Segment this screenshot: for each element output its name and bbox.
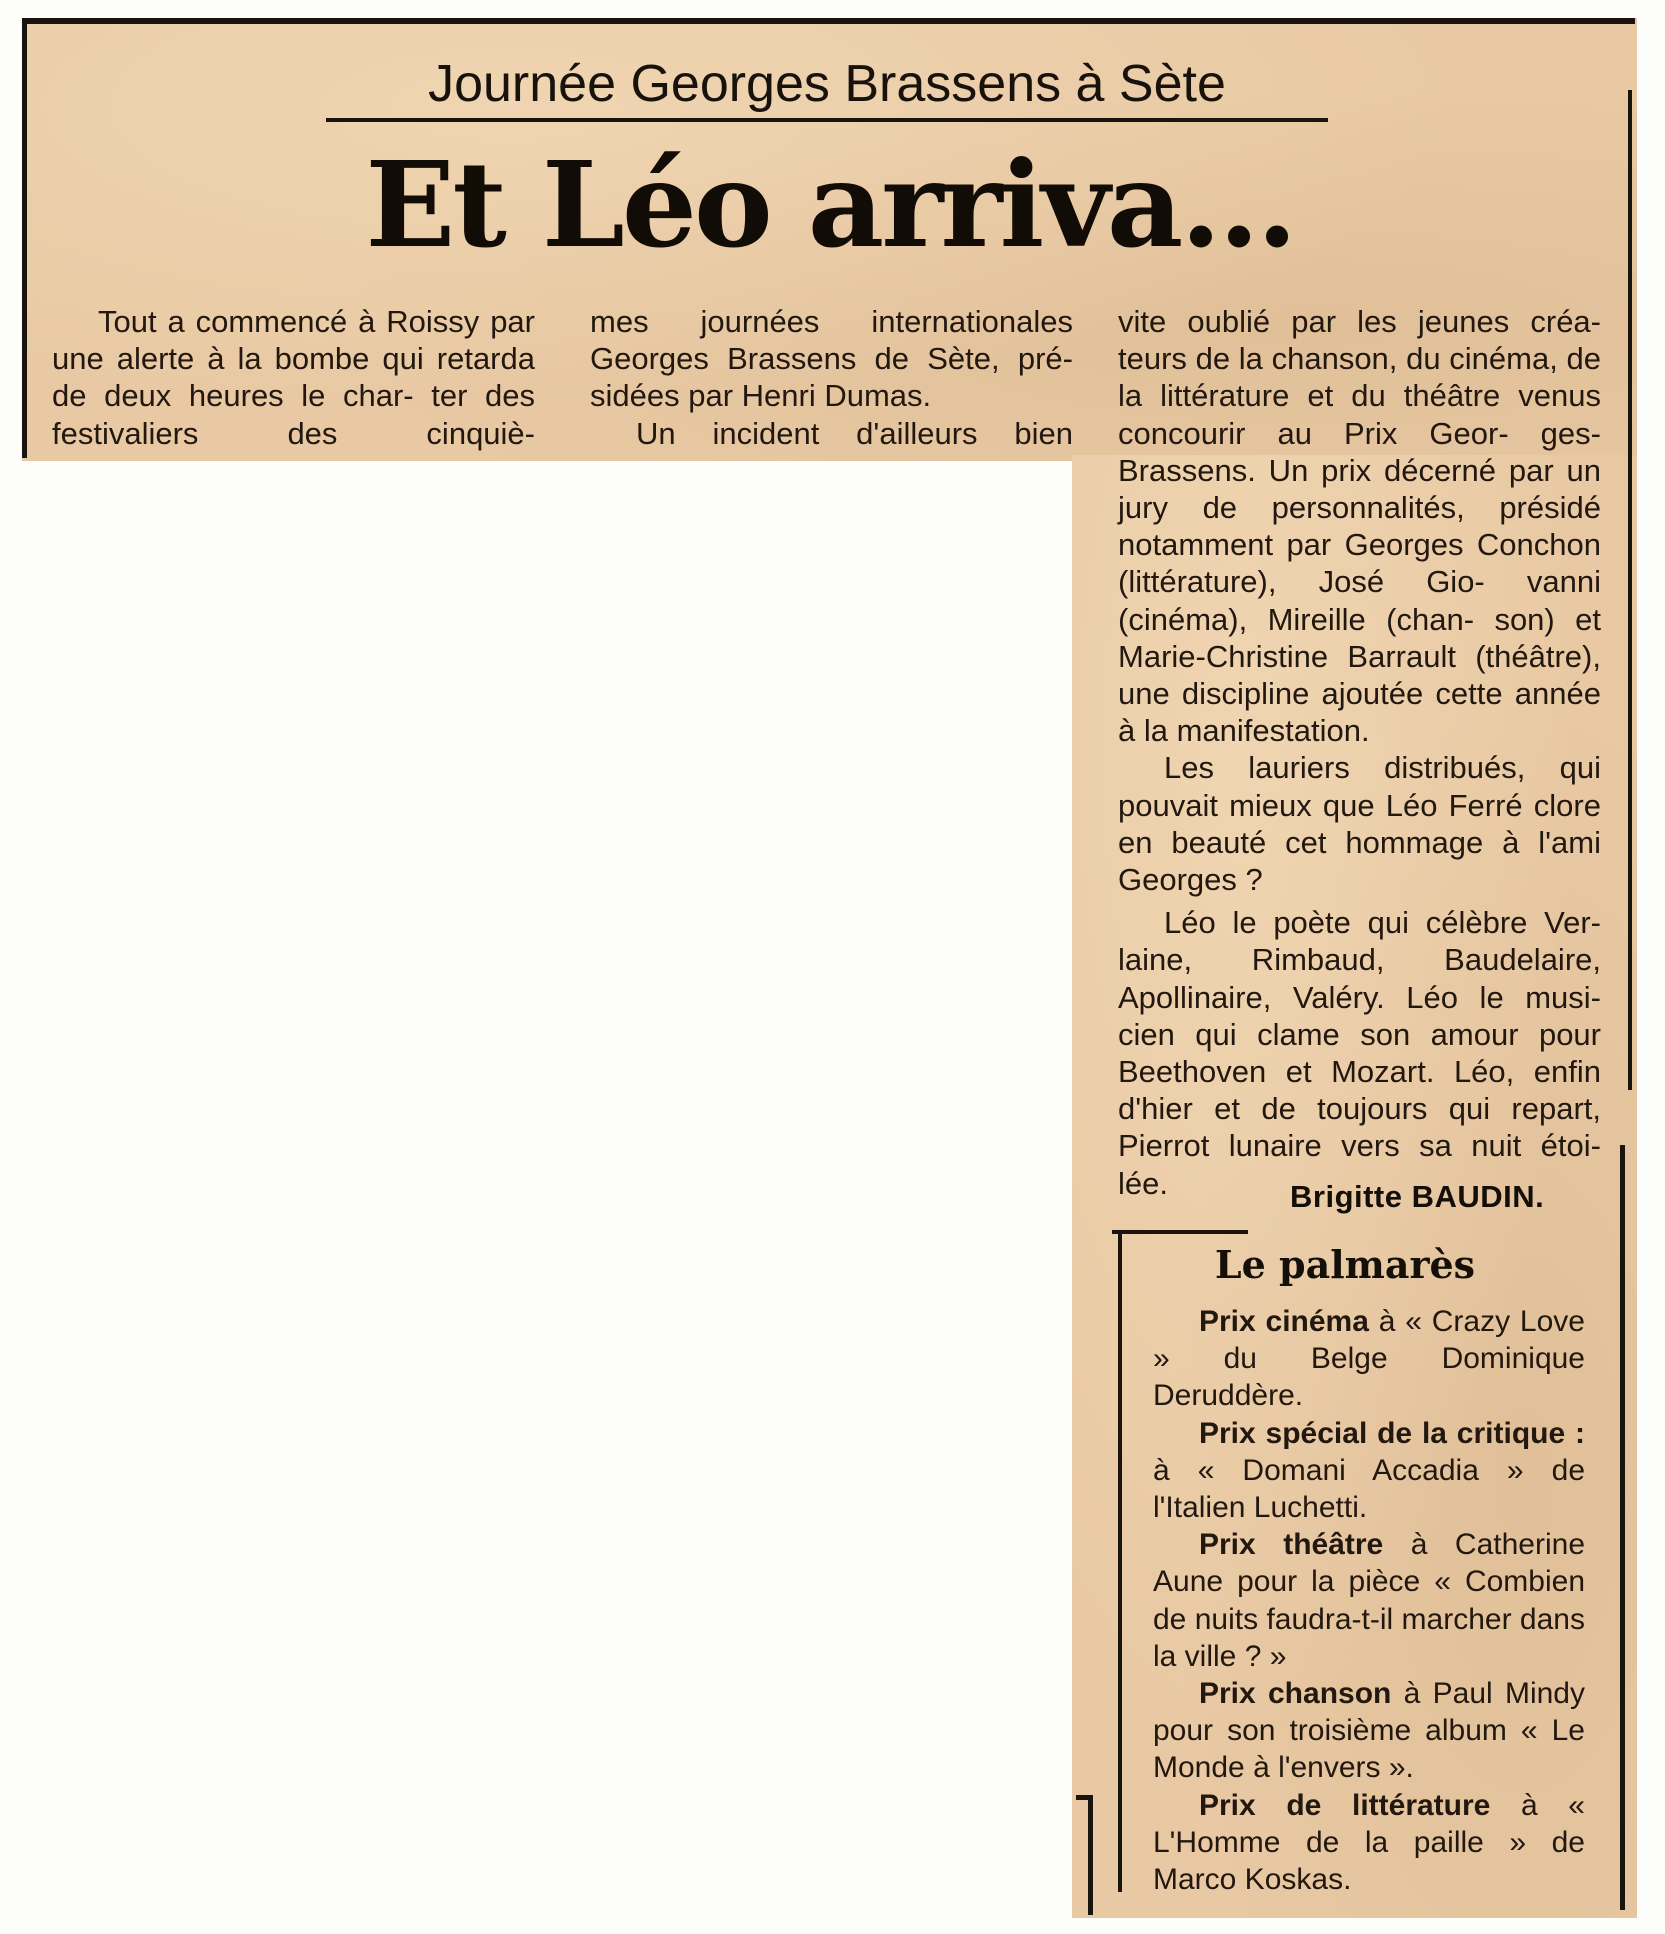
supertitle: Journée Georges Brassens à Sète xyxy=(428,55,1226,113)
prize-name: Prix spécial de la critique : xyxy=(1199,1416,1585,1450)
text-line: ges-Brassens. Un prix décerné xyxy=(1118,415,1601,488)
text-line: sidées par Henri Dumas. xyxy=(590,378,932,414)
text-line: de la littérature et du théâtre xyxy=(1118,341,1601,414)
text-line: retarda de deux heures le char- xyxy=(52,341,535,414)
text-line: Apollinaire, Valéry. Léo le musi- xyxy=(1118,979,1601,1015)
text-line: par un jury de personnalités, xyxy=(1118,452,1601,526)
text-line: (théâtre), une discipline ajoutée xyxy=(1118,638,1601,712)
palmares-item xyxy=(1153,1787,1585,1899)
top-border-rule xyxy=(22,18,1635,24)
box-left-rule xyxy=(1118,1232,1122,1892)
text-line: Un incident d'ailleurs bien xyxy=(636,415,1073,451)
text-line: mes journées internationales xyxy=(590,304,1073,339)
palmares-item xyxy=(1153,1675,1585,1787)
headline: Et Léo arriva... xyxy=(365,135,1295,274)
prize-text: à « Domani Accadia » de l'Italien Luchetti. xyxy=(1153,1453,1585,1525)
text-line: Conchon (littérature), José Gio- xyxy=(1118,527,1601,600)
text-line: d'hier et de toujours qui repart, xyxy=(1118,1091,1601,1127)
byline: Brigitte BAUDIN. xyxy=(1290,1179,1545,1214)
prize-name: Prix chanson xyxy=(1199,1677,1392,1711)
text-line: venus concourir au Prix Geor- xyxy=(1118,378,1601,451)
palmares-list xyxy=(1153,1303,1585,1898)
right-border-rule xyxy=(1628,90,1632,1090)
prize-text: à Catherine Aune pour la pièce « Combien de nuits faudra-t-il marcher dans la ville ? » xyxy=(1153,1528,1586,1673)
palmares-item xyxy=(1153,1303,1585,1415)
left-border-rule xyxy=(22,18,27,458)
text-line: par une alerte à la bombe qui xyxy=(52,304,535,377)
text-line: cien qui clame son amour pour xyxy=(1118,1016,1601,1052)
paragraph xyxy=(1118,904,1601,1202)
text-line: Tout a commencé à Roissy xyxy=(98,304,480,339)
text-line: ter des festivaliers des cinquiè- xyxy=(52,378,535,451)
text-line: Georges Brassens de Sète, pré- xyxy=(590,341,1073,377)
text-line: pouvait mieux que Léo Ferré xyxy=(1118,787,1523,823)
text-line: Pierrot lunaire vers sa nuit étoi- xyxy=(1118,1128,1601,1164)
palmares-item xyxy=(1153,1415,1585,1527)
text-line: teurs de la chanson, du cinéma, xyxy=(1118,341,1558,377)
paragraph xyxy=(590,303,1073,415)
prize-text: à Paul Mindy pour son troisième album « Le Monde à l'envers ». xyxy=(1153,1677,1585,1785)
article-column-1 xyxy=(52,303,535,452)
palmares-title: Le palmarès xyxy=(1214,1242,1476,1287)
prize-name: Prix de littérature xyxy=(1199,1788,1491,1822)
text-line: Beethoven et Mozart. Léo, enfin xyxy=(1118,1054,1601,1090)
prize-text: à « Crazy Love » du Belge Dominique Deruddère. xyxy=(1153,1305,1585,1413)
prize-name: Prix théâtre xyxy=(1199,1528,1384,1562)
article-column-3 xyxy=(1118,303,1601,1202)
paragraph xyxy=(52,303,535,452)
text-line: lée. xyxy=(1118,1165,1168,1201)
paragraph xyxy=(1118,749,1601,898)
text-line: cette année à la manifestation. xyxy=(1118,676,1601,749)
box-right-rule xyxy=(1620,1145,1625,1910)
text-line: présidé notamment par Georges xyxy=(1118,490,1601,563)
palmares-item xyxy=(1153,1526,1585,1675)
article-column-2 xyxy=(590,303,1073,452)
text-line: vite oublié par les jeunes créa- xyxy=(1118,304,1601,339)
text-line: Léo le poète qui célèbre Ver- xyxy=(1164,905,1601,941)
prize-text: à « L'Homme de la paille » de Marco Koskas. xyxy=(1153,1788,1585,1897)
prize-name: Prix cinéma xyxy=(1199,1305,1369,1338)
text-line: Les lauriers distribués, qui xyxy=(1164,750,1601,786)
box-top-rule xyxy=(1112,1230,1248,1234)
text-line: clore en beauté cet hommage à xyxy=(1118,787,1601,860)
text-line: vanni (cinéma), Mireille (chan- xyxy=(1118,564,1601,637)
box-bottom-corner-vertical xyxy=(1088,1795,1093,1915)
supertitle-underline xyxy=(326,118,1328,122)
text-line: son) et Marie-Christine Barrault xyxy=(1118,601,1601,674)
text-line: l'ami Georges ? xyxy=(1118,824,1601,898)
paragraph xyxy=(590,415,1073,452)
paragraph xyxy=(1118,303,1601,749)
text-line: laine, Rimbaud, Baudelaire, xyxy=(1118,942,1601,978)
